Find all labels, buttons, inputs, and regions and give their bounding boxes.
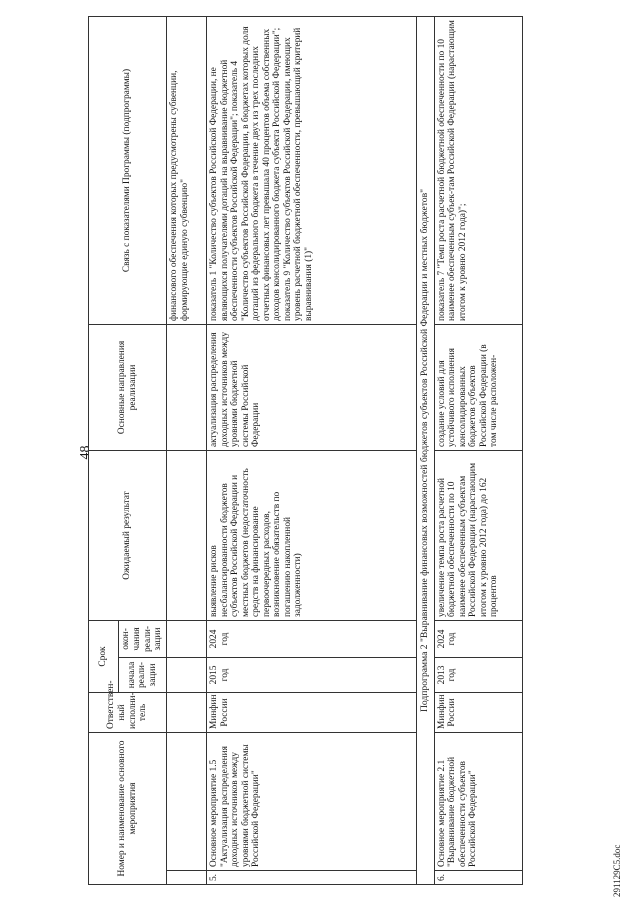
- activity-name: Основное мероприятие 2.1 "Выравнивание бюджетной обеспеченности субъектов Российской Федерации": [434, 732, 522, 870]
- program-link: показатель 7 "Темп роста расчетной бюджетной обеспеченности по 10 наименее обеспеченным субъек-там Российской Федерации (нарастающим итогом к уровню 2012 года)";: [434, 16, 522, 324]
- term-end: 2024 год: [434, 620, 522, 657]
- document-code: 291129C5.doc: [612, 844, 622, 897]
- row-number: 5.: [207, 871, 417, 885]
- term-end: 2024 год: [207, 620, 417, 657]
- activity-name: Основное мероприятие 1.5 "Актуализация распределения доходных источников между уровнями бюджетной системы Российской Федерации": [207, 732, 417, 870]
- subprogram-row: [417, 16, 435, 884]
- expected-result: выявление рисков несбалансированности бюджетов субъектов Российской Федерации и местных бюджетов (недостаточность средств на финансирование первоочередных расходов, возникновение обязательств по погашению накопленной задолженности): [207, 450, 417, 620]
- table-row: [207, 16, 417, 884]
- expected-result: увеличение темпа роста расчетной бюджетной обеспеченности по 10 наименее обеспеченным субъектам Российской Федерации (нарастающим итогом к уровню 2012 года) до 162 процентов: [434, 450, 522, 620]
- responsible: Минфин России: [434, 692, 522, 732]
- subprogram-title: Подпрограмма 2 "Выравнивание финансовых возможностей бюджетов субъектов Российской Федерации и местных бюджетов": [417, 16, 435, 884]
- term-start: 2013 год: [434, 657, 522, 692]
- table-row: [434, 16, 522, 884]
- header-number-name: Номер и наименование основного мероприятия: [89, 732, 167, 884]
- header-term-start: начала реали-зации: [119, 657, 167, 692]
- directions: создание условий для устойчивого исполнения консолидированных бюджетов субъектов Российской Федерации (в том числе расположен-: [434, 324, 522, 450]
- directions: актуализация распределения доходных источников между уровнями бюджетной системы Российской Федерации: [207, 324, 417, 450]
- header-responsible: Ответствен-ный исполни-тель: [89, 692, 167, 732]
- responsible: Минфин России: [207, 692, 417, 732]
- header-term-end: окон-чания реали-зации: [119, 620, 167, 657]
- program-link: показатель 1 "Количество субъектов Российской Федерации, не являющихся получателями дотаций на выравнивание бюджетной обеспеченности субъектов Российской Федерации"; показатель 4 "Количество субъектов Российской Федерации, в бюджетах которых доля дотаций из федерального бюджета в течение двух из трех последних отчетных финансовых лет превышала 40 процентов объема собственных доходов консолидированного бюджета субъекта Российской Федерации"; показатель 9 "Количество субъектов Российской Федерации, имеющих уровень расчетной бюджетной обеспеченности, превышающий критерий выравнивания (1)": [207, 16, 417, 324]
- term-start: 2015 год: [207, 657, 417, 692]
- row-number: 6.: [434, 871, 522, 885]
- continuation-text: финансового обеспечения которых предусмотрены субвенции, формирующие единую субвенцию": [167, 16, 207, 324]
- header-expected-result: Ожидаемый результат: [89, 450, 167, 620]
- header-directions: Основные направления реализации: [89, 324, 167, 450]
- program-activities-table: [88, 16, 523, 885]
- page-number: 48: [78, 445, 93, 460]
- header-link: Связь с показателями Программы (подпрограммы): [89, 16, 167, 324]
- header-term: Срок: [89, 620, 119, 692]
